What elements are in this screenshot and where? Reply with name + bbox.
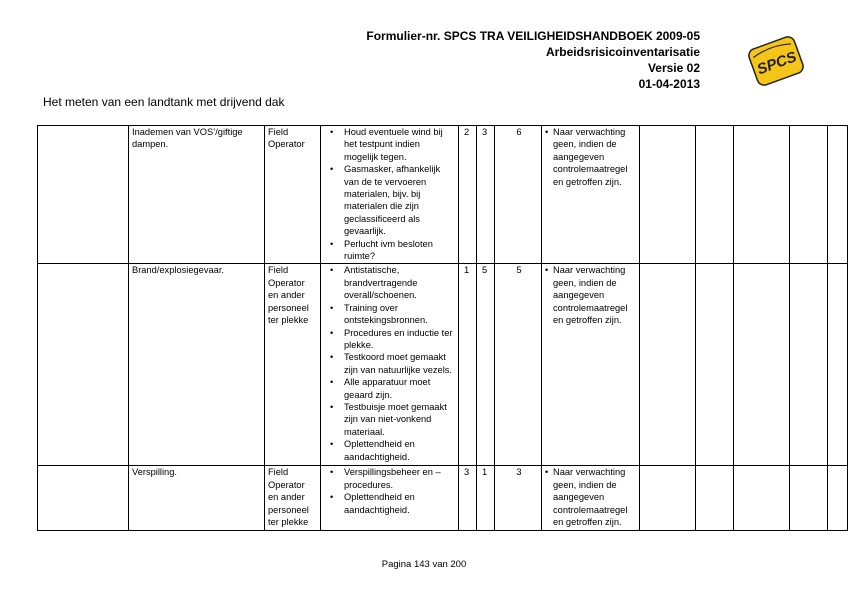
remark-cell: [542, 264, 640, 466]
hazard-cell: Brand/explosiegevaar.: [129, 264, 265, 466]
empty-cell: [640, 126, 696, 264]
table-row: [38, 264, 848, 466]
hazard-cell: Inademen van VOS’/giftige dampen.: [129, 126, 265, 264]
logo-text: SPCS: [754, 48, 799, 79]
risk-cell: 5: [495, 264, 542, 466]
list-item: • Gasmasker, afhankelijk van de te vervoeren materialen, bijv. bij materialen die zijn geclassificeerd als gevaarlijk.: [324, 163, 455, 237]
document-type: Arbeidsrisicoinventarisatie: [545, 45, 700, 59]
empty-cell: [828, 126, 848, 264]
remark-list: [545, 126, 636, 188]
empty-cell: [734, 466, 790, 530]
list-item: • Testkoord moet gemaakt zijn van natuurlijke vezels.: [324, 351, 455, 376]
blank-cell: [38, 126, 129, 264]
blank-cell: [38, 264, 129, 466]
blank-cell: [38, 466, 129, 530]
list-item: • Alle apparatuur moet geaard zijn.: [324, 376, 455, 401]
empty-cell: [790, 466, 828, 530]
list-item: • Antistatische, brandvertragende overall/schoenen.: [324, 264, 455, 301]
risk-cell: 3: [495, 466, 542, 530]
empty-cell: [640, 264, 696, 466]
remark-list: [545, 466, 636, 528]
remark-cell: [542, 126, 640, 264]
measures-cell: [321, 466, 459, 530]
measures-list: [324, 126, 455, 262]
empty-cell: [696, 126, 734, 264]
empty-cell: [734, 264, 790, 466]
list-item: • Oplettendheid en aandachtigheid.: [324, 438, 455, 463]
who-cell: Field Operator en ander personeel ter plekke: [265, 466, 321, 530]
empty-cell: [696, 466, 734, 530]
list-item: • Naar verwachting geen, indien de aangegeven controlemaatregel en getroffen zijn.: [545, 466, 636, 528]
empty-cell: [828, 466, 848, 530]
risk-table-body: [38, 126, 848, 531]
version: Versie 02: [647, 61, 700, 75]
list-item: • Houd eventuele wind bij het testpunt indien mogelijk tegen.: [324, 126, 455, 163]
remark-list: [545, 264, 636, 326]
list-item: • Oplettendheid en aandachtigheid.: [324, 491, 455, 516]
who-cell: Field Operator en ander personeel ter plekke: [265, 264, 321, 466]
measures-list: [324, 466, 455, 516]
likelihood-cell: 2: [459, 126, 477, 264]
document-subtitle: Het meten van een landtank met drijvend dak: [43, 95, 285, 109]
spcs-logo: [746, 34, 806, 88]
measures-cell: [321, 126, 459, 264]
likelihood-cell: 3: [459, 466, 477, 530]
list-item: • Perlucht ivm besloten ruimte?: [324, 238, 455, 263]
likelihood-cell: 1: [459, 264, 477, 466]
table-row: [38, 126, 848, 264]
who-cell: Field Operator: [265, 126, 321, 264]
risk-table: [37, 125, 848, 531]
empty-cell: [734, 126, 790, 264]
hazard-cell: Verspilling.: [129, 466, 265, 530]
document-date: 01-04-2013: [638, 77, 700, 91]
measures-list: [324, 264, 455, 463]
effect-cell: 5: [477, 264, 495, 466]
risk-cell: 6: [495, 126, 542, 264]
remark-cell: [542, 466, 640, 530]
effect-cell: 1: [477, 466, 495, 530]
empty-cell: [640, 466, 696, 530]
page-number: Pagina 143 van 200: [381, 559, 467, 570]
form-number: Formulier-nr. SPCS TRA VEILIGHEIDSHANDBOEK 2009-05: [366, 29, 700, 43]
effect-cell: 3: [477, 126, 495, 264]
measures-cell: [321, 264, 459, 466]
list-item: • Procedures en inductie ter plekke.: [324, 327, 455, 352]
document-header: [366, 28, 700, 92]
list-item: • Training over ontstekingsbronnen.: [324, 302, 455, 327]
empty-cell: [828, 264, 848, 466]
list-item: • Testbuisje moet gemaakt zijn van niet-vonkend materiaal.: [324, 401, 455, 438]
table-row: [38, 466, 848, 530]
empty-cell: [696, 264, 734, 466]
list-item: • Verspillingsbeheer en – procedures.: [324, 466, 455, 491]
list-item: • Naar verwachting geen, indien de aangegeven controlemaatregel en getroffen zijn.: [545, 264, 636, 326]
empty-cell: [790, 126, 828, 264]
list-item: • Naar verwachting geen, indien de aangegeven controlemaatregel en getroffen zijn.: [545, 126, 636, 188]
empty-cell: [790, 264, 828, 466]
